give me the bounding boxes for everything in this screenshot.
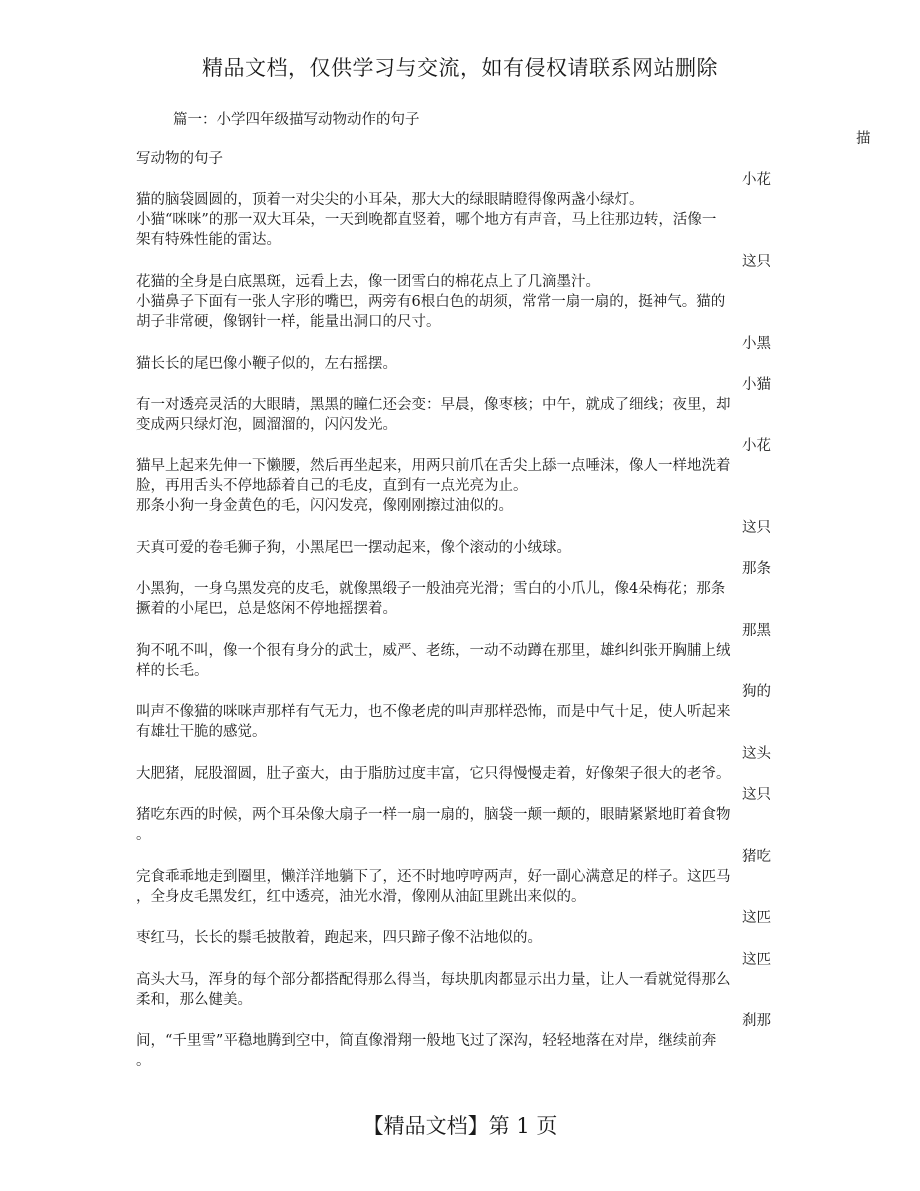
text-line: 这匹 <box>742 910 771 926</box>
text-line: 变成两只绿灯泡，圆溜溜的，闪闪发光。 <box>136 417 397 433</box>
text-line: 这头 <box>742 746 771 762</box>
text-line: 。 <box>136 1053 151 1069</box>
text-line: 刹那 <box>742 1013 771 1029</box>
text-line: 有一对透亮灵活的大眼睛，黑黑的瞳仁还会变：早晨，像枣核；中午，就成了细线；夜里，却 <box>136 397 731 413</box>
text-line: 猫长长的尾巴像小鞭子似的，左右摇摆。 <box>136 356 397 372</box>
text-line: 小猫 <box>742 377 771 393</box>
text-line: 枣红马，长长的鬃毛披散着，跑起来，四只蹄子像不沾地似的。 <box>136 930 542 946</box>
text-line: 小花 <box>742 172 771 188</box>
text-line: 这只 <box>742 520 771 536</box>
text-line: 这只 <box>742 254 771 270</box>
text-line: 小黑 <box>742 336 771 352</box>
text-line: 有雄壮干脆的感觉。 <box>136 724 267 740</box>
text-line: 样的长毛。 <box>136 663 209 679</box>
text-line: 小黑狗，一身乌黑发亮的皮毛，就像黑缎子一般油亮光滑；雪白的小爪儿，像4朵梅花；那条 <box>136 581 726 597</box>
text-line: 这匹 <box>742 952 771 968</box>
text-line: 叫声不像猫的咪咪声那样有气无力，也不像老虎的叫声那样恐怖，而是中气十足，使人听起来 <box>136 704 731 720</box>
text-line: 那条小狗一身金黄色的毛，闪闪发亮，像刚刚擦过油似的。 <box>136 498 513 514</box>
text-line: 花猫的全身是白底黑斑，远看上去，像一团雪白的棉花点上了几滴墨汁。 <box>136 274 600 290</box>
text-line: 。 <box>136 827 151 843</box>
text-line: 猫的脑袋圆圆的，顶着一对尖尖的小耳朵，那大大的绿眼睛瞪得像两盏小绿灯。 <box>136 192 644 208</box>
text-line: 小猫“咪咪”的那一双大耳朵，一天到晚都直竖着，哪个地方有声音，马上往那边转，活像一 <box>136 212 717 228</box>
text-line: 猪吃东西的时候，两个耳朵像大扇子一样一扇一扇的，脑袋一颠一颠的，眼睛紧紧地盯着食物 <box>136 807 731 823</box>
text-line: 大肥猪，屁股溜圆，肚子蛮大，由于脂肪过度丰富，它只得慢慢走着，好像架子很大的老爷。 <box>136 766 731 782</box>
text-line: 脸，再用舌头不停地舔着自己的毛皮，直到有一点光亮为止。 <box>136 478 528 494</box>
text-line: 描 <box>856 131 871 147</box>
text-line: 写动物的句子 <box>136 151 223 167</box>
doc-title: 篇一：小学四年级描写动物动作的句子 <box>173 112 420 128</box>
text-line: 间，“千里雪”平稳地腾到空中，简直像滑翔一般地飞过了深沟，轻轻地落在对岸，继续前奔 <box>136 1033 717 1049</box>
text-line: 这只 <box>742 787 771 803</box>
text-line: 猪吃 <box>742 849 771 865</box>
text-line: 狗的 <box>742 684 771 700</box>
text-line: 天真可爱的卷毛狮子狗，小黑尾巴一摆动起来，像个滚动的小绒球。 <box>136 540 571 556</box>
text-line: 完食乖乖地走到圈里，懒洋洋地躺下了，还不时地哼哼两声，好一副心满意足的样子。这匹马 <box>136 869 731 885</box>
text-line: 那条 <box>742 561 771 577</box>
text-line: 柔和，那么健美。 <box>136 992 252 1008</box>
text-line: ，全身皮毛黑发红，红中透亮，油光水滑，像刚从油缸里跳出来似的。 <box>136 889 586 905</box>
text-line: 猫早上起来先伸一下懒腰，然后再坐起来，用两只前爪在舌尖上舔一点唾沫，像人一样地洗着 <box>136 458 731 474</box>
text-line: 撅着的小尾巴，总是悠闲不停地摇摆着。 <box>136 601 397 617</box>
text-line: 胡子非常硬，像钢针一样，能量出洞口的尺寸。 <box>136 314 441 330</box>
text-line: 架有特殊性能的雷达。 <box>136 232 281 248</box>
text-line: 高头大马，浑身的每个部分都搭配得那么得当，每块肌肉都显示出力量，让人一看就觉得那么 <box>136 972 731 988</box>
text-line: 狗不吼不叫，像一个很有身分的武士，威严、老练，一动不动蹲在那里，雄纠纠张开胸脯上绒 <box>136 643 731 659</box>
text-line: 小花 <box>742 438 771 454</box>
text-line: 小猫鼻子下面有一张人字形的嘴巴，两旁有6根白色的胡须，常常一扇一扇的，挺神气。猫的 <box>136 294 726 310</box>
text-line: 那黑 <box>742 623 771 639</box>
page-header: 精品文档，仅供学习与交流，如有侵权请联系网站删除 <box>202 56 718 80</box>
page-footer: 【精品文档】第 1 页 <box>362 1114 558 1138</box>
